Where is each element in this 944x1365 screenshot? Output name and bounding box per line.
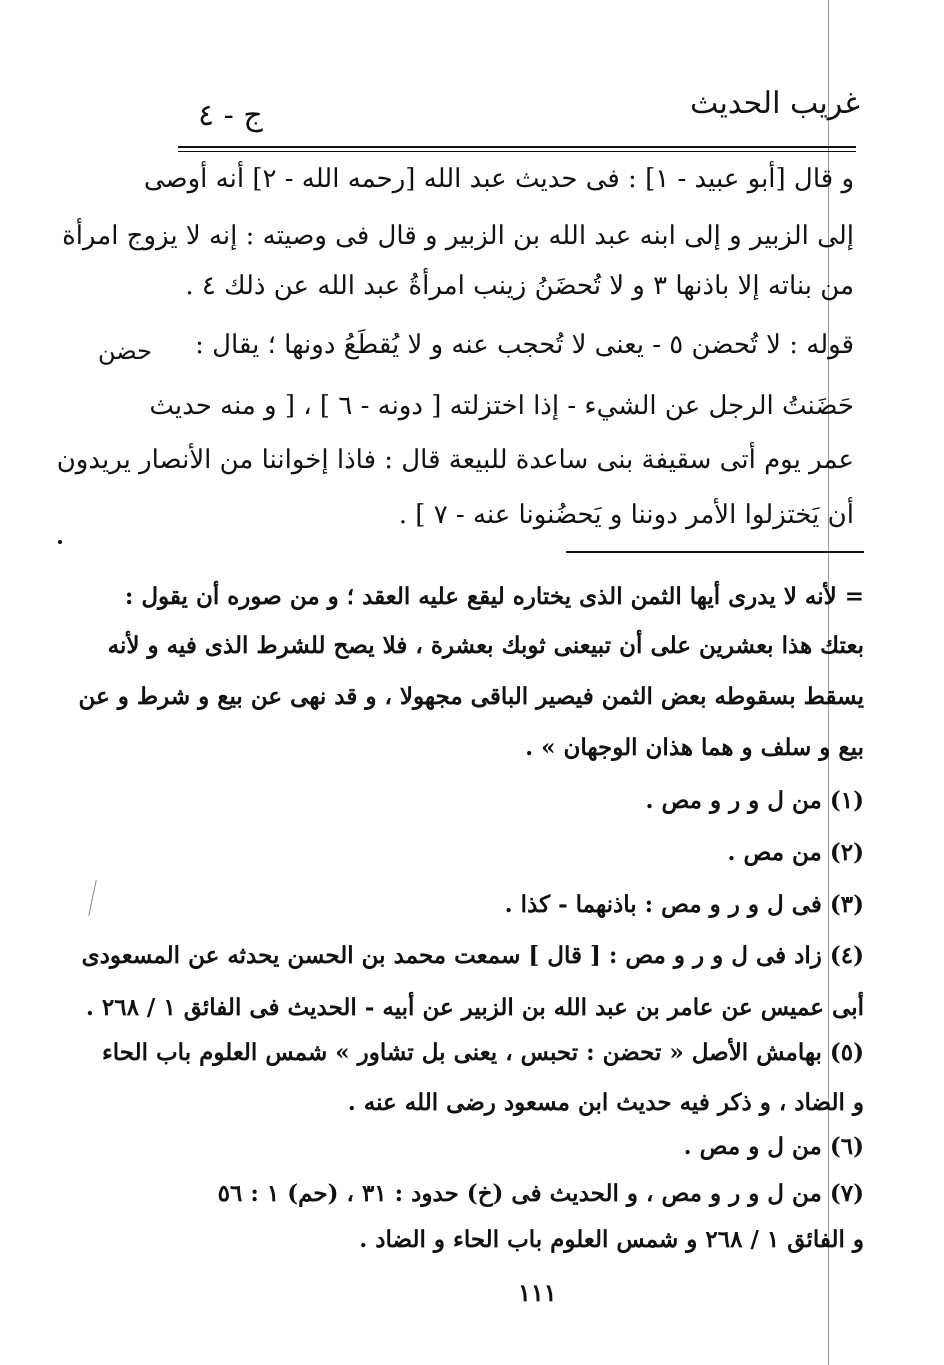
footnote-line: و الضاد ، و ذكر فيه حديث ابن مسعود رضى الله عنه .: [347, 1089, 864, 1116]
header-rule-thin: [178, 151, 856, 152]
footnote-item: (٧) من ل و ر و مص ، و الحديث فى (خ) حدود : ٣١ ، (حم) ١ : ٥٦: [217, 1180, 864, 1207]
book-title: غريب الحديث: [690, 86, 860, 121]
main-text-line: و قال [أبو عبيد - ١] : فى حديث عبد الله [رحمه الله - ٢] أنه أوصى: [143, 164, 854, 194]
footnote-line: بيع و سلف و هما هذان الوجهان » .: [525, 734, 864, 761]
footnote-item: (٣) فى ل و ر و مص : باذنهما - كذا .: [504, 891, 864, 918]
main-text-line: أن يَختزلوا الأمر دوننا و يَحضُنونا عنه - ٧ ] .: [398, 500, 854, 530]
footnote-line: بعتك هذا بعشرين على أن تبيعنى ثوبك بعشرة ، فلا يصح للشرط الذى فيه و لأنه: [107, 632, 864, 659]
main-text-line: من بناته إلا باذنها ٣ و لا تُحضَنُ زينب امرأةُ عبد الله عن ذلك ٤ .: [185, 271, 854, 301]
main-text-line: عمر يوم أتى سقيفة بنى ساعدة للبيعة قال : فاذا إخواننا من الأنصار يريدون: [56, 445, 854, 475]
footnote-separator: [566, 551, 864, 553]
main-text-line: حَضَنتُ الرجل عن الشيء - إذا اختزلته [ دونه - ٦ ] ، [ و منه حديث: [149, 391, 854, 421]
scan-speck: [58, 540, 62, 544]
main-text-line: إلى الزبير و إلى ابنه عبد الله بن الزبير و قال فى وصيته : إنه لا يزوج امرأة: [62, 221, 854, 251]
footnote-item: (٦) من ل و مص .: [683, 1133, 864, 1160]
scan-mark: [88, 880, 96, 915]
footnote-item: (٢) من مص .: [727, 839, 864, 866]
footnote-line: = لأنه لا يدرى أيها الثمن الذى يختاره ليقع عليه العقد ؛ و من صوره أن يقول :: [124, 583, 864, 610]
page-number: ١١١: [518, 1278, 557, 1307]
volume-label: ج - ٤: [198, 98, 263, 133]
footnote-item: (٥) بهامش الأصل « تحضن : تحبس ، يعنى بل تشاور » شمس العلوم باب الحاء: [101, 1039, 864, 1066]
footnote-line: أبى عميس عن عامر بن عبد الله بن الزبير عن أبيه - الحديث فى الفائق ١ / ٢٦٨ .: [85, 994, 864, 1021]
margin-keyword: حضن: [98, 337, 152, 365]
main-text-line: قوله : لا تُحضن ٥ - يعنى لا تُحجب عنه و لا يُقطَعُ دونها ؛ يقال :: [195, 330, 854, 360]
footnote-item: (١) من ل و ر و مص .: [645, 787, 864, 814]
footnote-line: و الفائق ١ / ٢٦٨ و شمس العلوم باب الحاء و الضاد .: [359, 1226, 864, 1253]
footnote-line: يسقط بسقوطه بعض الثمن فيصير الباقى مجهولا ، و قد نهى عن بيع و شرط و عن: [78, 683, 864, 710]
footnote-item: (٤) زاد فى ل و ر و مص : [ قال ] سمعت محمد بن الحسن يحدثه عن المسعودى: [81, 942, 864, 969]
header-rule: [178, 146, 856, 148]
